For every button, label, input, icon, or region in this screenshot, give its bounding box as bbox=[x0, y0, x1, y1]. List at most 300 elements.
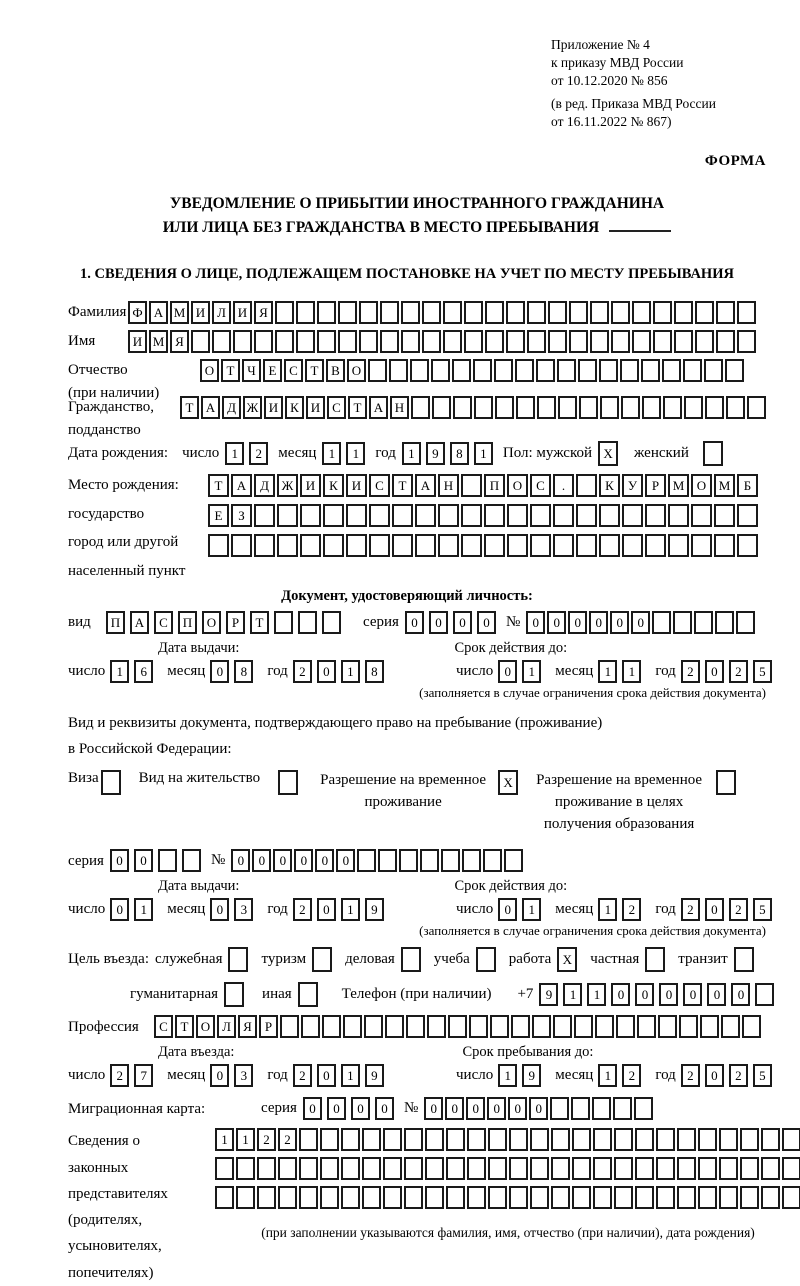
char-box[interactable] bbox=[737, 301, 756, 324]
char-box[interactable] bbox=[695, 301, 714, 324]
char-box[interactable] bbox=[635, 1128, 654, 1151]
char-box[interactable]: 1 bbox=[522, 660, 541, 683]
char-box[interactable]: 1 bbox=[134, 898, 153, 921]
char-box[interactable] bbox=[362, 1186, 381, 1209]
char-box[interactable] bbox=[296, 330, 315, 353]
char-box[interactable] bbox=[432, 396, 451, 419]
char-box[interactable] bbox=[593, 1186, 612, 1209]
char-box[interactable]: 0 bbox=[705, 660, 724, 683]
char-box[interactable]: 9 bbox=[365, 898, 384, 921]
char-box[interactable] bbox=[275, 330, 294, 353]
char-box[interactable]: Р bbox=[226, 611, 245, 634]
char-box[interactable]: 1 bbox=[587, 983, 606, 1006]
char-box[interactable]: И bbox=[128, 330, 147, 353]
char-box[interactable] bbox=[507, 504, 528, 527]
char-box[interactable]: С bbox=[154, 1015, 173, 1038]
char-box[interactable] bbox=[257, 1157, 276, 1180]
char-box[interactable] bbox=[652, 611, 671, 634]
char-box[interactable]: М bbox=[714, 474, 735, 497]
char-box[interactable] bbox=[553, 534, 574, 557]
purpose-opt-0-checkbox[interactable] bbox=[228, 947, 248, 972]
char-box[interactable] bbox=[320, 1186, 339, 1209]
char-box[interactable] bbox=[474, 396, 493, 419]
char-box[interactable] bbox=[632, 301, 651, 324]
char-box[interactable]: 0 bbox=[317, 660, 336, 683]
char-box[interactable] bbox=[380, 301, 399, 324]
char-box[interactable]: А bbox=[201, 396, 220, 419]
char-box[interactable] bbox=[599, 534, 620, 557]
purpose-opt-7-checkbox[interactable] bbox=[224, 982, 244, 1007]
char-box[interactable] bbox=[300, 504, 321, 527]
char-box[interactable] bbox=[280, 1015, 299, 1038]
char-box[interactable] bbox=[668, 534, 689, 557]
char-box[interactable]: 0 bbox=[487, 1097, 506, 1120]
char-box[interactable] bbox=[383, 1157, 402, 1180]
char-box[interactable]: 0 bbox=[315, 849, 334, 872]
char-box[interactable] bbox=[299, 1157, 318, 1180]
char-box[interactable] bbox=[530, 534, 551, 557]
char-box[interactable]: . bbox=[553, 474, 574, 497]
char-box[interactable] bbox=[530, 1157, 549, 1180]
char-box[interactable]: Р bbox=[645, 474, 666, 497]
char-box[interactable] bbox=[359, 301, 378, 324]
char-box[interactable]: С bbox=[369, 474, 390, 497]
char-box[interactable]: 1 bbox=[236, 1128, 255, 1151]
char-box[interactable] bbox=[254, 504, 275, 527]
char-box[interactable]: П bbox=[178, 611, 197, 634]
char-box[interactable] bbox=[663, 396, 682, 419]
char-box[interactable] bbox=[511, 1015, 530, 1038]
char-box[interactable]: 1 bbox=[341, 660, 360, 683]
char-box[interactable]: А bbox=[149, 301, 168, 324]
char-box[interactable] bbox=[182, 849, 201, 872]
char-box[interactable] bbox=[721, 1015, 740, 1038]
char-box[interactable] bbox=[422, 301, 441, 324]
char-box[interactable]: 1 bbox=[402, 442, 421, 465]
char-box[interactable] bbox=[464, 301, 483, 324]
char-box[interactable]: Т bbox=[221, 359, 240, 382]
char-box[interactable] bbox=[215, 1157, 234, 1180]
char-box[interactable] bbox=[490, 1015, 509, 1038]
char-box[interactable]: Д bbox=[222, 396, 241, 419]
char-box[interactable]: 1 bbox=[598, 898, 617, 921]
char-box[interactable] bbox=[532, 1015, 551, 1038]
char-box[interactable] bbox=[462, 849, 481, 872]
char-box[interactable]: И bbox=[191, 301, 210, 324]
char-box[interactable]: 2 bbox=[681, 898, 700, 921]
char-box[interactable] bbox=[467, 1128, 486, 1151]
char-box[interactable]: 0 bbox=[705, 1064, 724, 1087]
char-box[interactable] bbox=[495, 396, 514, 419]
char-box[interactable]: Я bbox=[238, 1015, 257, 1038]
char-box[interactable]: 2 bbox=[110, 1064, 129, 1087]
char-box[interactable] bbox=[404, 1157, 423, 1180]
char-box[interactable] bbox=[572, 1128, 591, 1151]
char-box[interactable]: 0 bbox=[610, 611, 629, 634]
char-box[interactable]: 1 bbox=[563, 983, 582, 1006]
char-box[interactable] bbox=[359, 330, 378, 353]
char-box[interactable] bbox=[656, 1128, 675, 1151]
char-box[interactable] bbox=[278, 1157, 297, 1180]
char-box[interactable] bbox=[369, 504, 390, 527]
char-box[interactable]: С bbox=[327, 396, 346, 419]
char-box[interactable] bbox=[726, 396, 745, 419]
char-box[interactable]: Т bbox=[348, 396, 367, 419]
char-box[interactable]: М bbox=[149, 330, 168, 353]
char-box[interactable]: 1 bbox=[322, 442, 341, 465]
char-box[interactable]: Е bbox=[263, 359, 282, 382]
char-box[interactable]: 0 bbox=[210, 1064, 229, 1087]
char-box[interactable] bbox=[346, 504, 367, 527]
char-box[interactable]: 0 bbox=[466, 1097, 485, 1120]
char-box[interactable] bbox=[719, 1128, 738, 1151]
char-box[interactable]: Л bbox=[212, 301, 231, 324]
char-box[interactable] bbox=[431, 359, 450, 382]
char-box[interactable]: 0 bbox=[707, 983, 726, 1006]
char-box[interactable] bbox=[653, 330, 672, 353]
char-box[interactable]: 0 bbox=[336, 849, 355, 872]
char-box[interactable] bbox=[698, 1128, 717, 1151]
char-box[interactable]: С bbox=[530, 474, 551, 497]
char-box[interactable]: Т bbox=[392, 474, 413, 497]
char-box[interactable]: 0 bbox=[210, 660, 229, 683]
char-box[interactable] bbox=[656, 1157, 675, 1180]
char-box[interactable]: П bbox=[484, 474, 505, 497]
char-box[interactable] bbox=[346, 534, 367, 557]
gender-male-checkbox[interactable]: X bbox=[598, 441, 618, 466]
char-box[interactable] bbox=[611, 301, 630, 324]
char-box[interactable]: 8 bbox=[365, 660, 384, 683]
char-box[interactable] bbox=[569, 330, 588, 353]
char-box[interactable] bbox=[668, 504, 689, 527]
char-box[interactable] bbox=[614, 1128, 633, 1151]
char-box[interactable] bbox=[684, 396, 703, 419]
char-box[interactable]: И bbox=[306, 396, 325, 419]
char-box[interactable] bbox=[578, 359, 597, 382]
char-box[interactable] bbox=[642, 396, 661, 419]
char-box[interactable] bbox=[509, 1128, 528, 1151]
char-box[interactable]: 2 bbox=[249, 442, 268, 465]
char-box[interactable]: А bbox=[369, 396, 388, 419]
char-box[interactable]: 0 bbox=[405, 611, 424, 634]
char-box[interactable] bbox=[467, 1186, 486, 1209]
char-box[interactable] bbox=[317, 330, 336, 353]
char-box[interactable] bbox=[254, 330, 273, 353]
char-box[interactable]: 5 bbox=[753, 660, 772, 683]
char-box[interactable]: 1 bbox=[225, 442, 244, 465]
char-box[interactable] bbox=[509, 1186, 528, 1209]
char-box[interactable] bbox=[488, 1157, 507, 1180]
char-box[interactable] bbox=[527, 330, 546, 353]
purpose-opt-4-checkbox[interactable]: X bbox=[557, 947, 577, 972]
char-box[interactable]: 1 bbox=[341, 1064, 360, 1087]
char-box[interactable] bbox=[683, 359, 702, 382]
char-box[interactable] bbox=[320, 1157, 339, 1180]
char-box[interactable]: О bbox=[347, 359, 366, 382]
char-box[interactable] bbox=[691, 504, 712, 527]
char-box[interactable] bbox=[461, 534, 482, 557]
char-box[interactable] bbox=[553, 504, 574, 527]
char-box[interactable]: 0 bbox=[547, 611, 566, 634]
char-box[interactable] bbox=[572, 1157, 591, 1180]
char-box[interactable]: А bbox=[130, 611, 149, 634]
char-box[interactable] bbox=[599, 359, 618, 382]
char-box[interactable]: 2 bbox=[293, 898, 312, 921]
char-box[interactable] bbox=[212, 330, 231, 353]
char-box[interactable] bbox=[622, 504, 643, 527]
char-box[interactable]: 2 bbox=[293, 1064, 312, 1087]
char-box[interactable] bbox=[527, 301, 546, 324]
char-box[interactable]: 1 bbox=[474, 442, 493, 465]
char-box[interactable] bbox=[590, 301, 609, 324]
char-box[interactable]: 0 bbox=[252, 849, 271, 872]
char-box[interactable] bbox=[507, 534, 528, 557]
purpose-opt-1-checkbox[interactable] bbox=[312, 947, 332, 972]
char-box[interactable] bbox=[614, 1186, 633, 1209]
char-box[interactable]: И bbox=[264, 396, 283, 419]
purpose-opt-8-checkbox[interactable] bbox=[298, 982, 318, 1007]
char-box[interactable] bbox=[740, 1128, 759, 1151]
char-box[interactable]: 0 bbox=[477, 611, 496, 634]
char-box[interactable] bbox=[399, 849, 418, 872]
char-box[interactable]: В bbox=[326, 359, 345, 382]
char-box[interactable]: О bbox=[691, 474, 712, 497]
char-box[interactable] bbox=[404, 1128, 423, 1151]
char-box[interactable]: Н bbox=[438, 474, 459, 497]
char-box[interactable] bbox=[357, 849, 376, 872]
char-box[interactable]: Н bbox=[390, 396, 409, 419]
char-box[interactable]: А bbox=[231, 474, 252, 497]
char-box[interactable]: 0 bbox=[294, 849, 313, 872]
char-box[interactable] bbox=[558, 396, 577, 419]
char-box[interactable] bbox=[392, 534, 413, 557]
char-box[interactable]: 0 bbox=[635, 983, 654, 1006]
visa-checkbox[interactable] bbox=[101, 770, 121, 795]
char-box[interactable] bbox=[236, 1157, 255, 1180]
char-box[interactable] bbox=[411, 396, 430, 419]
char-box[interactable]: 0 bbox=[705, 898, 724, 921]
char-box[interactable] bbox=[635, 1157, 654, 1180]
char-box[interactable] bbox=[599, 504, 620, 527]
char-box[interactable]: 2 bbox=[257, 1128, 276, 1151]
char-box[interactable] bbox=[548, 301, 567, 324]
char-box[interactable] bbox=[641, 359, 660, 382]
char-box[interactable] bbox=[322, 611, 341, 634]
char-box[interactable] bbox=[425, 1157, 444, 1180]
char-box[interactable]: К bbox=[323, 474, 344, 497]
char-box[interactable] bbox=[215, 1186, 234, 1209]
char-box[interactable] bbox=[277, 504, 298, 527]
char-box[interactable] bbox=[576, 534, 597, 557]
char-box[interactable] bbox=[576, 474, 597, 497]
char-box[interactable]: Я bbox=[170, 330, 189, 353]
char-box[interactable]: 1 bbox=[622, 660, 641, 683]
char-box[interactable] bbox=[233, 330, 252, 353]
char-box[interactable]: 9 bbox=[426, 442, 445, 465]
char-box[interactable]: 0 bbox=[303, 1097, 322, 1120]
char-box[interactable]: Я bbox=[254, 301, 273, 324]
char-box[interactable] bbox=[719, 1186, 738, 1209]
char-box[interactable]: Р bbox=[259, 1015, 278, 1038]
char-box[interactable] bbox=[438, 534, 459, 557]
char-box[interactable] bbox=[298, 611, 317, 634]
char-box[interactable] bbox=[410, 359, 429, 382]
char-box[interactable]: 9 bbox=[539, 983, 558, 1006]
char-box[interactable] bbox=[674, 301, 693, 324]
char-box[interactable] bbox=[622, 534, 643, 557]
char-box[interactable]: Ж bbox=[243, 396, 262, 419]
char-box[interactable] bbox=[742, 1015, 761, 1038]
char-box[interactable] bbox=[574, 1015, 593, 1038]
char-box[interactable]: О bbox=[507, 474, 528, 497]
char-box[interactable]: 1 bbox=[110, 660, 129, 683]
char-box[interactable] bbox=[362, 1128, 381, 1151]
char-box[interactable] bbox=[614, 1157, 633, 1180]
char-box[interactable] bbox=[446, 1128, 465, 1151]
char-box[interactable] bbox=[632, 330, 651, 353]
char-box[interactable] bbox=[300, 534, 321, 557]
char-box[interactable] bbox=[364, 1015, 383, 1038]
char-box[interactable] bbox=[677, 1128, 696, 1151]
char-box[interactable] bbox=[483, 849, 502, 872]
char-box[interactable]: 0 bbox=[631, 611, 650, 634]
char-box[interactable] bbox=[341, 1128, 360, 1151]
char-box[interactable] bbox=[299, 1128, 318, 1151]
char-box[interactable] bbox=[446, 1186, 465, 1209]
char-box[interactable] bbox=[422, 330, 441, 353]
char-box[interactable] bbox=[484, 504, 505, 527]
char-box[interactable] bbox=[673, 611, 692, 634]
char-box[interactable]: 3 bbox=[234, 1064, 253, 1087]
char-box[interactable] bbox=[530, 1186, 549, 1209]
char-box[interactable]: 2 bbox=[278, 1128, 297, 1151]
char-box[interactable] bbox=[231, 534, 252, 557]
char-box[interactable] bbox=[301, 1015, 320, 1038]
char-box[interactable]: 0 bbox=[375, 1097, 394, 1120]
char-box[interactable] bbox=[448, 1015, 467, 1038]
char-box[interactable]: 0 bbox=[429, 611, 448, 634]
char-box[interactable] bbox=[427, 1015, 446, 1038]
char-box[interactable] bbox=[637, 1015, 656, 1038]
char-box[interactable] bbox=[530, 504, 551, 527]
char-box[interactable] bbox=[782, 1128, 800, 1151]
char-box[interactable] bbox=[254, 534, 275, 557]
char-box[interactable]: 2 bbox=[729, 1064, 748, 1087]
char-box[interactable] bbox=[467, 1157, 486, 1180]
char-box[interactable] bbox=[343, 1015, 362, 1038]
purpose-opt-3-checkbox[interactable] bbox=[476, 947, 496, 972]
char-box[interactable] bbox=[401, 301, 420, 324]
char-box[interactable]: 3 bbox=[234, 898, 253, 921]
char-box[interactable]: Т bbox=[305, 359, 324, 382]
char-box[interactable] bbox=[571, 1097, 590, 1120]
char-box[interactable]: 0 bbox=[210, 898, 229, 921]
char-box[interactable] bbox=[761, 1157, 780, 1180]
char-box[interactable]: 0 bbox=[731, 983, 750, 1006]
char-box[interactable] bbox=[590, 330, 609, 353]
rvp-edu-checkbox[interactable] bbox=[716, 770, 736, 795]
char-box[interactable] bbox=[368, 359, 387, 382]
char-box[interactable]: 0 bbox=[110, 849, 129, 872]
char-box[interactable] bbox=[736, 611, 755, 634]
char-box[interactable] bbox=[464, 330, 483, 353]
char-box[interactable]: 2 bbox=[729, 898, 748, 921]
char-box[interactable]: 0 bbox=[110, 898, 129, 921]
char-box[interactable] bbox=[425, 1186, 444, 1209]
char-box[interactable] bbox=[406, 1015, 425, 1038]
char-box[interactable] bbox=[716, 301, 735, 324]
char-box[interactable] bbox=[662, 359, 681, 382]
char-box[interactable]: 5 bbox=[753, 898, 772, 921]
char-box[interactable] bbox=[389, 359, 408, 382]
char-box[interactable] bbox=[572, 1186, 591, 1209]
char-box[interactable] bbox=[323, 534, 344, 557]
char-box[interactable] bbox=[714, 504, 735, 527]
char-box[interactable]: 0 bbox=[231, 849, 250, 872]
char-box[interactable]: 9 bbox=[365, 1064, 384, 1087]
char-box[interactable] bbox=[515, 359, 534, 382]
char-box[interactable]: 0 bbox=[317, 898, 336, 921]
char-box[interactable]: 8 bbox=[234, 660, 253, 683]
char-box[interactable] bbox=[236, 1186, 255, 1209]
char-box[interactable]: М bbox=[668, 474, 689, 497]
char-box[interactable] bbox=[277, 534, 298, 557]
purpose-opt-5-checkbox[interactable] bbox=[645, 947, 665, 972]
char-box[interactable] bbox=[415, 504, 436, 527]
char-box[interactable] bbox=[551, 1186, 570, 1209]
char-box[interactable] bbox=[714, 534, 735, 557]
char-box[interactable] bbox=[600, 396, 619, 419]
char-box[interactable] bbox=[613, 1097, 632, 1120]
char-box[interactable] bbox=[452, 359, 471, 382]
char-box[interactable] bbox=[438, 504, 459, 527]
char-box[interactable]: 1 bbox=[215, 1128, 234, 1151]
char-box[interactable] bbox=[737, 330, 756, 353]
char-box[interactable]: 7 bbox=[134, 1064, 153, 1087]
char-box[interactable] bbox=[677, 1186, 696, 1209]
char-box[interactable]: О bbox=[202, 611, 221, 634]
char-box[interactable]: 0 bbox=[273, 849, 292, 872]
char-box[interactable] bbox=[484, 534, 505, 557]
char-box[interactable]: Ф bbox=[128, 301, 147, 324]
char-box[interactable] bbox=[695, 330, 714, 353]
char-box[interactable] bbox=[645, 504, 666, 527]
char-box[interactable] bbox=[551, 1128, 570, 1151]
char-box[interactable] bbox=[725, 359, 744, 382]
char-box[interactable]: Ч bbox=[242, 359, 261, 382]
char-box[interactable]: 9 bbox=[522, 1064, 541, 1087]
char-box[interactable] bbox=[401, 330, 420, 353]
char-box[interactable] bbox=[704, 359, 723, 382]
char-box[interactable]: 0 bbox=[134, 849, 153, 872]
char-box[interactable]: У bbox=[622, 474, 643, 497]
char-box[interactable]: Т bbox=[180, 396, 199, 419]
char-box[interactable]: Б bbox=[737, 474, 758, 497]
char-box[interactable] bbox=[506, 330, 525, 353]
char-box[interactable]: 2 bbox=[729, 660, 748, 683]
char-box[interactable] bbox=[782, 1186, 800, 1209]
char-box[interactable]: И bbox=[346, 474, 367, 497]
char-box[interactable] bbox=[595, 1015, 614, 1038]
char-box[interactable] bbox=[782, 1157, 800, 1180]
char-box[interactable] bbox=[461, 504, 482, 527]
char-box[interactable] bbox=[694, 611, 713, 634]
char-box[interactable] bbox=[700, 1015, 719, 1038]
char-box[interactable]: 0 bbox=[351, 1097, 370, 1120]
char-box[interactable] bbox=[611, 330, 630, 353]
char-box[interactable] bbox=[645, 534, 666, 557]
char-box[interactable]: 0 bbox=[526, 611, 545, 634]
